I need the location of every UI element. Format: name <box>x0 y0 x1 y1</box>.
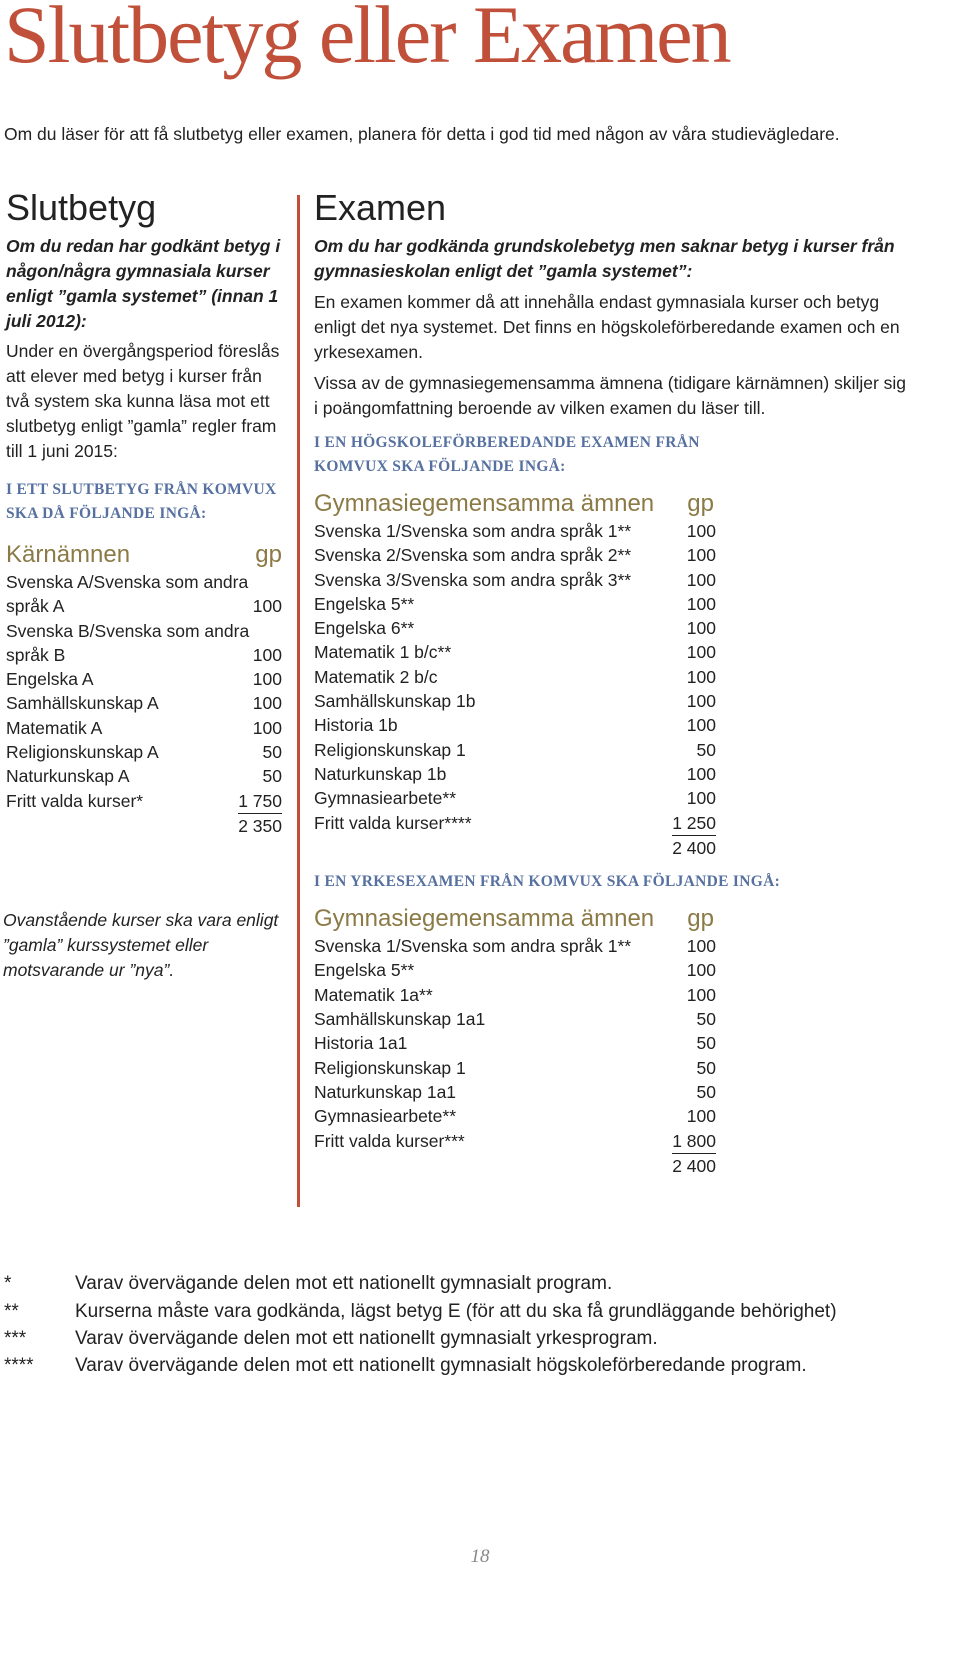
footnote <box>4 1325 658 1353</box>
table-row <box>314 543 716 567</box>
table-row <box>314 689 716 713</box>
row-gp: 100 <box>686 984 716 1005</box>
row-gp: 100 <box>686 569 716 590</box>
row-name: Matematik A <box>6 717 103 738</box>
examen-paragraph-2: Vissa av de gymnasiegemensamma ämnena (tidigare kärnämnen) skiljer sig i poängomfattning beroende av vilken examen du läser till. <box>314 373 907 418</box>
row-gp: 100 <box>686 763 716 784</box>
row-name: Gymnasiearbete** <box>314 788 457 809</box>
row-gp: 100 <box>686 666 716 687</box>
table-total-row <box>314 1154 716 1178</box>
footnote-mark: * <box>4 1273 12 1294</box>
table-row <box>314 934 716 958</box>
yrkes-table <box>314 904 716 1178</box>
row-name: Fritt valda kurser**** <box>314 812 472 833</box>
footnote-text: Varav övervägande delen mot ett nationellt gymnasialt yrkesprogram. <box>75 1328 658 1349</box>
row-name: Matematik 2 b/c <box>314 666 438 687</box>
page-number: 18 <box>470 1546 490 1567</box>
table-row <box>314 640 716 664</box>
row-gp: 100 <box>686 788 716 809</box>
footnote <box>4 1298 837 1326</box>
row-name-cont: språk B <box>6 644 66 665</box>
row-gp: 100 <box>252 669 282 690</box>
footnote-mark: ** <box>4 1301 19 1322</box>
row-name: Engelska 5** <box>314 960 415 981</box>
footnote-text: Varav övervägande delen mot ett nationellt gymnasialt program. <box>75 1273 613 1294</box>
table-row <box>6 570 282 619</box>
row-name: Svenska A/Svenska som andra <box>6 572 249 592</box>
hogskole-subheading: I EN HÖGSKOLEFÖRBEREDANDE EXAMEN FRÅN KOMVUX SKA FÖLJANDE INGÅ: <box>314 434 700 475</box>
row-name: Fritt valda kurser*** <box>314 1130 465 1151</box>
row-gp: 100 <box>686 715 716 736</box>
table-row <box>314 786 716 810</box>
intro-text: Om du läser för att få slutbetyg eller examen, planera för detta i god tid med någon av våra studievägledare. <box>4 124 840 144</box>
page-title: Slutbetyg eller Examen <box>4 0 730 80</box>
table-row <box>314 1080 716 1104</box>
row-name: Gymnasiearbete** <box>314 1106 457 1127</box>
row-name: Svenska 1/Svenska som andra språk 1** <box>314 936 632 957</box>
table-row <box>314 958 716 982</box>
table-header <box>314 489 716 519</box>
examen-column <box>314 187 914 1178</box>
table-row <box>314 738 716 762</box>
row-gp: 100 <box>686 521 716 541</box>
footnote-text: Varav övervägande delen mot ett nationellt gymnasialt högskoleförberedande program. <box>75 1355 807 1376</box>
table-row <box>314 1056 716 1080</box>
row-name: Fritt valda kurser* <box>6 790 144 811</box>
table-row <box>314 983 716 1007</box>
row-name: Matematik 1 b/c** <box>314 642 452 663</box>
table-row <box>6 691 282 715</box>
table-row <box>314 616 716 640</box>
table-header-subject: Gymnasiegemensamma ämnen <box>314 490 655 517</box>
row-name: Religionskunskap A <box>6 742 159 763</box>
karnamnen-table <box>6 540 282 838</box>
row-name: Historia 1a1 <box>314 1033 408 1054</box>
row-name: Svenska 2/Svenska som andra språk 2** <box>314 545 632 566</box>
row-name: Naturkunskap 1b <box>314 763 447 784</box>
row-name: Engelska A <box>6 669 94 690</box>
row-gp: 100 <box>686 618 716 639</box>
yrkes-subheading: I EN YRKESEXAMEN FRÅN KOMVUX SKA FÖLJANDE INGÅ: <box>314 873 781 891</box>
row-gp: 100 <box>252 693 282 714</box>
table-row <box>6 619 282 668</box>
row-gp: 100 <box>686 642 716 663</box>
row-name: Engelska 5** <box>314 593 415 614</box>
slutbetyg-lead: Om du redan har godkänt betyg i någon/några gymnasiala kurser enligt ”gamla systemet” (innan 1 juli 2012): <box>6 236 281 331</box>
row-gp: 1 750 <box>238 789 282 814</box>
footnote-mark: **** <box>4 1355 34 1376</box>
row-gp: 1 250 <box>672 811 716 836</box>
table-header-subject: Kärnämnen <box>6 541 131 568</box>
footnote <box>4 1270 612 1298</box>
row-name: Religionskunskap 1 <box>314 739 466 760</box>
row-gp: 50 <box>696 1081 716 1102</box>
column-divider <box>297 195 300 1207</box>
table-row <box>314 762 716 786</box>
row-name: Svenska 1/Svenska som andra språk 1** <box>314 521 632 541</box>
examen-paragraph-1: En examen kommer då att innehålla endast gymnasiala kurser och betyg enligt det nya systemet. Det finns en högskoleförberedande examen och en yrkesexamen. <box>314 292 900 362</box>
table-row <box>314 1007 716 1031</box>
table-row <box>6 764 282 788</box>
table-header <box>6 540 282 570</box>
table-row <box>314 519 716 543</box>
row-gp: 50 <box>696 1009 716 1030</box>
row-name: Samhällskunskap 1a1 <box>314 1009 486 1030</box>
row-name: Historia 1b <box>314 715 398 736</box>
row-name: Samhällskunskap A <box>6 693 159 714</box>
table-row <box>6 740 282 764</box>
slutbetyg-paragraph: Under en övergångsperiod föreslås att elever med betyg i kurser från två system ska kunna läsa mot ett slutbetyg enligt ”gamla” regler fram till 1 juni 2015: <box>6 341 280 461</box>
row-name: Matematik 1a** <box>314 984 433 1005</box>
table-header-gp: gp <box>255 541 282 568</box>
row-gp: 100 <box>686 593 716 614</box>
table-row <box>6 789 282 814</box>
table-row <box>314 568 716 592</box>
row-gp: 100 <box>252 644 282 665</box>
table-total: 2 400 <box>672 837 716 858</box>
row-name: Samhällskunskap 1b <box>314 691 476 712</box>
slutbetyg-subheading: I ETT SLUTBETYG FRÅN KOMVUX SKA DÅ FÖLJANDE INGÅ: <box>6 481 277 522</box>
table-row <box>6 667 282 691</box>
slutbetyg-column <box>3 187 290 983</box>
table-row <box>314 592 716 616</box>
row-gp: 100 <box>252 596 282 617</box>
footnote-text: Kurserna måste vara godkända, lägst betyg E (för att du ska få grundläggande behörighet) <box>75 1301 837 1322</box>
slutbetyg-note: Ovanstående kurser ska vara enligt ”gamla” kurssystemet eller motsvarande ur ”nya”. <box>3 910 279 981</box>
row-gp: 1 800 <box>672 1129 716 1154</box>
table-row <box>314 665 716 689</box>
hogskole-table <box>314 489 716 860</box>
table-header <box>314 904 716 934</box>
table-total: 2 400 <box>672 1155 716 1176</box>
row-name: Religionskunskap 1 <box>314 1057 466 1078</box>
row-name-cont: språk A <box>6 596 65 617</box>
row-gp: 100 <box>686 691 716 712</box>
row-gp: 50 <box>262 742 282 763</box>
row-name: Naturkunskap A <box>6 766 130 787</box>
table-row <box>314 1129 716 1154</box>
examen-lead: Om du har godkända grundskolebetyg men saknar betyg i kurser från gymnasieskolan enligt det ”gamla systemet”: <box>314 236 895 281</box>
row-name: Svenska B/Svenska som andra <box>6 620 250 641</box>
row-gp: 100 <box>686 1106 716 1127</box>
footnote-mark: *** <box>4 1328 27 1349</box>
footnote <box>4 1352 807 1380</box>
row-gp: 50 <box>696 1057 716 1078</box>
table-header-gp: gp <box>687 490 714 517</box>
row-gp: 100 <box>686 960 716 981</box>
row-gp: 100 <box>252 717 282 738</box>
row-gp: 100 <box>686 936 716 957</box>
row-name: Svenska 3/Svenska som andra språk 3** <box>314 569 632 590</box>
row-gp: 50 <box>262 766 282 787</box>
slutbetyg-heading: Slutbetyg <box>6 187 157 228</box>
table-row <box>314 713 716 737</box>
examen-heading: Examen <box>314 187 447 228</box>
table-header-subject: Gymnasiegemensamma ämnen <box>314 905 655 933</box>
row-gp: 100 <box>686 545 716 566</box>
table-header-gp: gp <box>687 905 714 933</box>
table-total-row <box>314 836 716 860</box>
table-row <box>314 1031 716 1055</box>
row-gp: 50 <box>696 739 716 760</box>
row-gp: 50 <box>696 1033 716 1054</box>
row-name: Engelska 6** <box>314 618 415 639</box>
table-row <box>314 1104 716 1128</box>
table-row <box>314 811 716 836</box>
table-row <box>6 716 282 740</box>
table-total-row <box>6 814 282 838</box>
row-name: Naturkunskap 1a1 <box>314 1081 457 1102</box>
table-total: 2 350 <box>238 815 282 836</box>
